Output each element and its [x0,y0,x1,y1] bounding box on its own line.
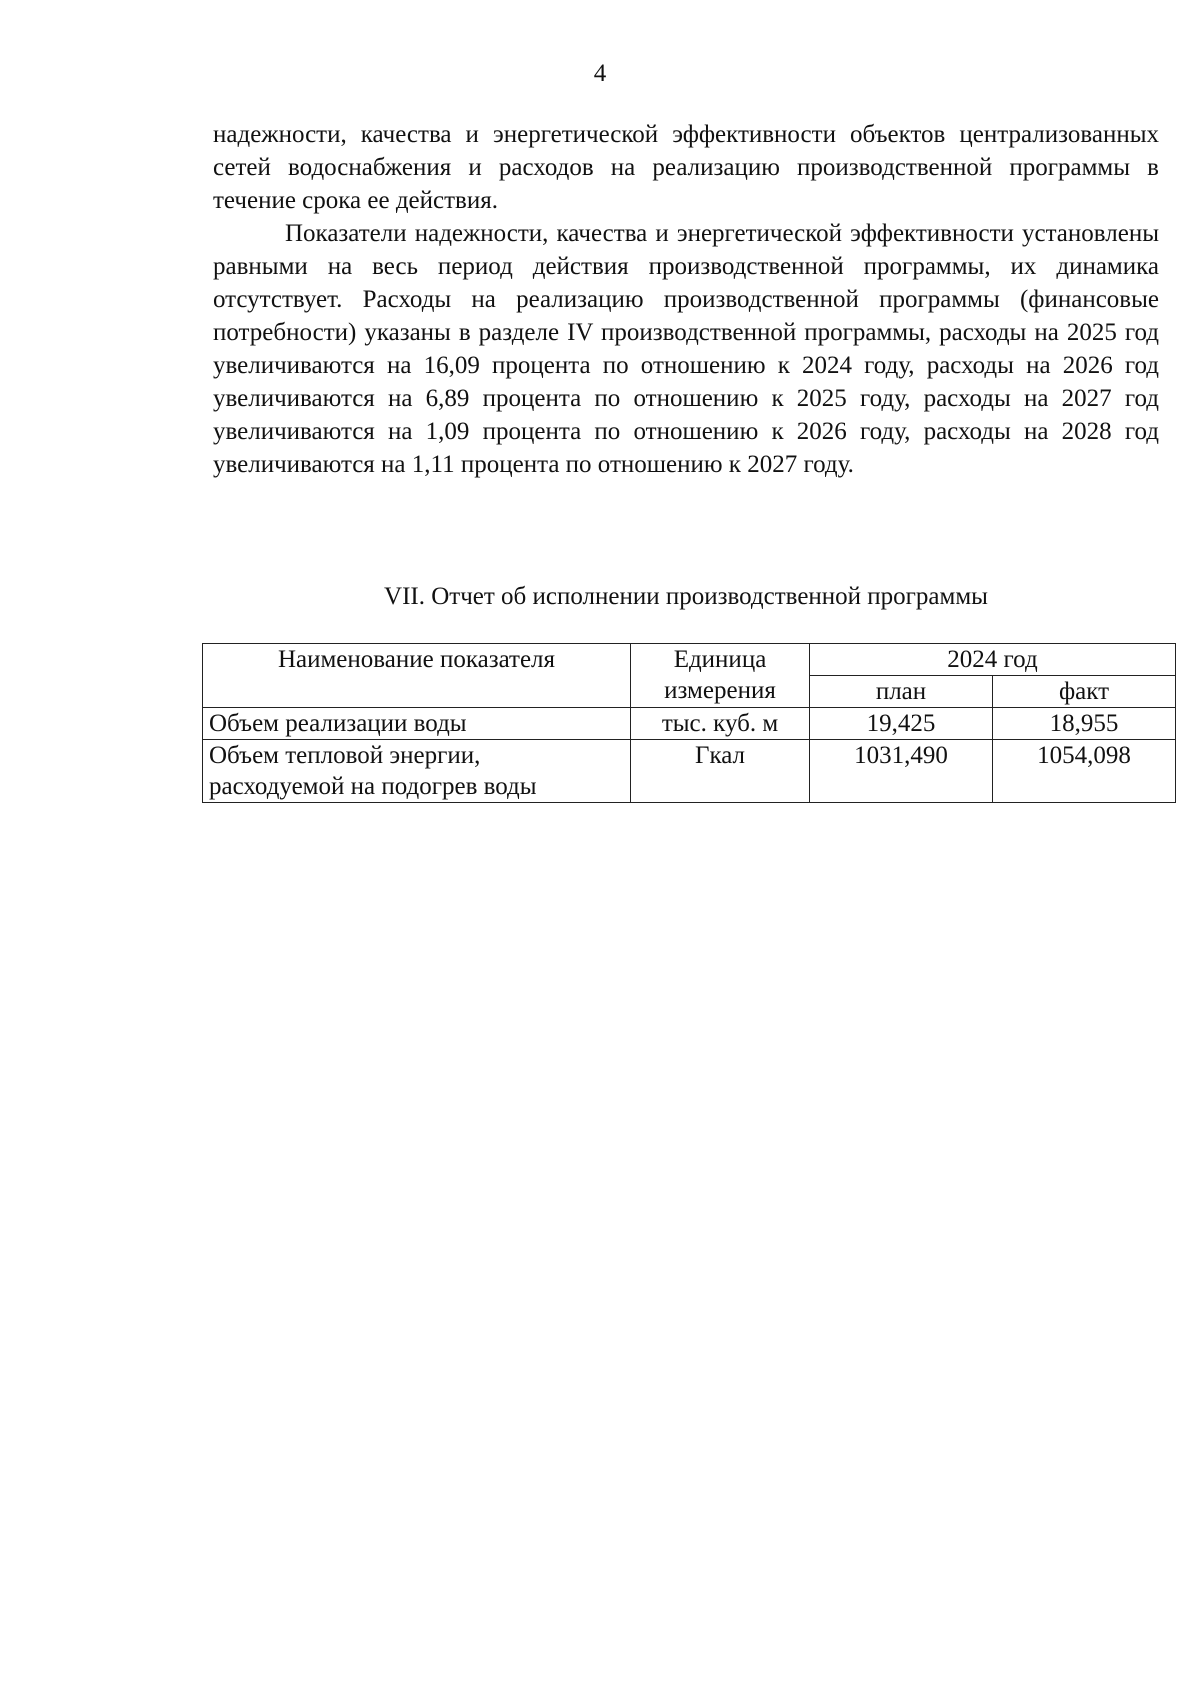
header-year: 2024 год [810,644,1176,676]
page-number: 4 [593,60,607,87]
table-row [203,740,1176,803]
row-indicator-name-line2: расходуемой на подогрев воды [209,773,537,800]
header-fact: факт [993,676,1176,708]
paragraph-continuation: надежности, качества и энергетической эффективности объектов централизованных сетей водоснабжения и расходов на реализацию производственной программы в течение срока ее действия. [213,121,1159,214]
paragraph-indicators: Показатели надежности, качества и энергетической эффективности установлены равными на весь период действия производственной программы, их динамика отсутствует. Расходы на реализацию производственной программы (финансовые потребности) указаны в разделе IV производственной программы, расходы на 2025 год увеличиваются на 16,09 процента по отношению к 2024 году, расходы на 2026 год увеличиваются на 6,89 процента по отношению к 2025 году, расходы на 2027 год увеличиваются на 1,09 процента по отношению к 2026 году, расходы на 2028 год увеличиваются на 1,11 процента по отношению к 2027 году. [213,220,1159,478]
table-row [203,708,1176,740]
header-unit [631,644,810,708]
row-fact-value: 18,955 [993,708,1176,740]
row-plan-value: 1031,490 [810,740,993,803]
row-indicator-name: Объем реализации воды [203,708,631,740]
header-unit-line2: измерения [664,677,776,704]
header-unit-line1: Единица [673,646,767,673]
header-indicator-name: Наименование показателя [203,644,631,708]
row-indicator-name-line1: Объем тепловой энергии, [209,742,481,769]
section-heading: VII. Отчет об исполнении производственной программы [384,583,988,610]
header-plan: план [810,676,993,708]
row-indicator-name [203,740,631,803]
row-plan-value: 19,425 [810,708,993,740]
row-unit: Гкал [631,740,810,803]
table-header-row [203,644,1176,676]
row-unit: тыс. куб. м [631,708,810,740]
report-table [202,643,1176,803]
body-text [213,118,1159,481]
row-fact-value: 1054,098 [993,740,1176,803]
